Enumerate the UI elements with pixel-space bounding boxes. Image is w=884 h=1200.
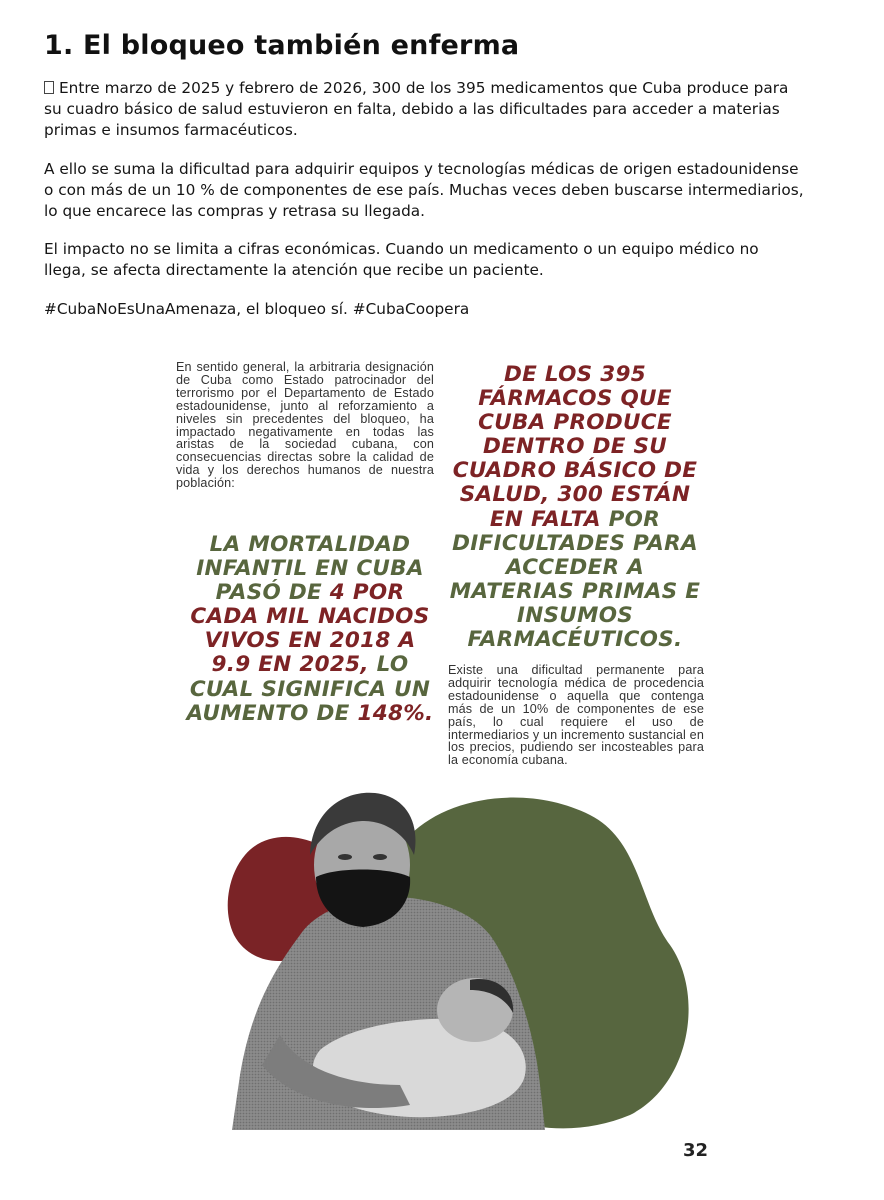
- technology-note-text: Existe una dificultad permanente para adquirir tecnología médica de procedencia estadounidense o aquella que contenga más de un 10% de componentes de ese país, lo cual requiere el uso de intermediarios y un incremento sustancial en los precios, pudiendo ser incosteables para la economía cubana.: [448, 663, 704, 768]
- missing-glyph-icon: [44, 81, 54, 94]
- mortality-statistic-green-2: LO CUAL SIGNIFICA UN AUMENTO DE: [186, 652, 431, 726]
- paragraph-equipment: A ello se suma la dificultad para adquirir equipos y tecnologías médicas de origen estadounidense o con más de un 10 % de componentes de ese país. Muchas veces deben buscarse intermediarios, lo que encarece las compras y retrasa su llegada.: [44, 160, 804, 220]
- left-eye-shape: [338, 854, 352, 860]
- medicines-statistic-red: DE LOS 395 FÁRMACOS QUE CUBA PRODUCE DENTRO DE SU CUADRO BÁSICO DE SALUD, 300 ESTÁN EN FALTA: [452, 362, 698, 532]
- mother-and-baby-illustration: [170, 785, 730, 1145]
- medicines-statistic-green: POR DIFICULTADES PARA ACCEDER A MATERIAS PRIMAS E INSUMOS FARMACÉUTICOS.: [449, 506, 701, 653]
- page-number: 32: [683, 1140, 709, 1161]
- infant-mortality-statistic: [184, 533, 436, 726]
- medicines-statistic: [444, 363, 706, 652]
- mortality-statistic-red: 4 POR CADA MIL NACIDOS VIVOS EN 2018 A 9.9 EN 2025,: [190, 580, 430, 678]
- paragraph-medicines-text: Entre marzo de 2025 y febrero de 2026, 300 de los 395 medicamentos que Cuba produce para su cuadro básico de salud estuvieron en falta, debido a las dificultades para acceder a materias primas e insumos farmacéuticos.: [44, 79, 789, 139]
- mortality-statistic-red-2: 148%.: [357, 700, 434, 726]
- paragraph-hashtags: #CubaNoEsUnaAmenaza, el bloqueo sí. #CubaCoopera: [44, 300, 470, 318]
- paragraph-impact: El impacto no se limita a cifras económicas. Cuando un medicamento o un equipo médico no llega, se afecta directamente la atención que recibe un paciente.: [44, 240, 759, 279]
- infographic: [170, 355, 730, 1155]
- page-heading: 1. El bloqueo también enferma: [44, 30, 520, 61]
- right-eye-shape: [373, 854, 387, 860]
- infographic-intro-text: En sentido general, la arbitraria designación de Cuba como Estado patrocinador del terrorismo por el Departamento de Estado estadounidense, junto al reforzamiento a niveles sin precedentes del bloqueo, ha impactado negativamente en todas las aristas de la sociedad cubana, con consecuencias directas sobre la calidad de vida y los derechos humanos de nuestra población:: [176, 360, 434, 491]
- paragraph-medicines: [44, 78, 804, 141]
- mortality-statistic-green-1: LA MORTALIDAD INFANTIL EN CUBA PASÓ DE: [196, 532, 424, 606]
